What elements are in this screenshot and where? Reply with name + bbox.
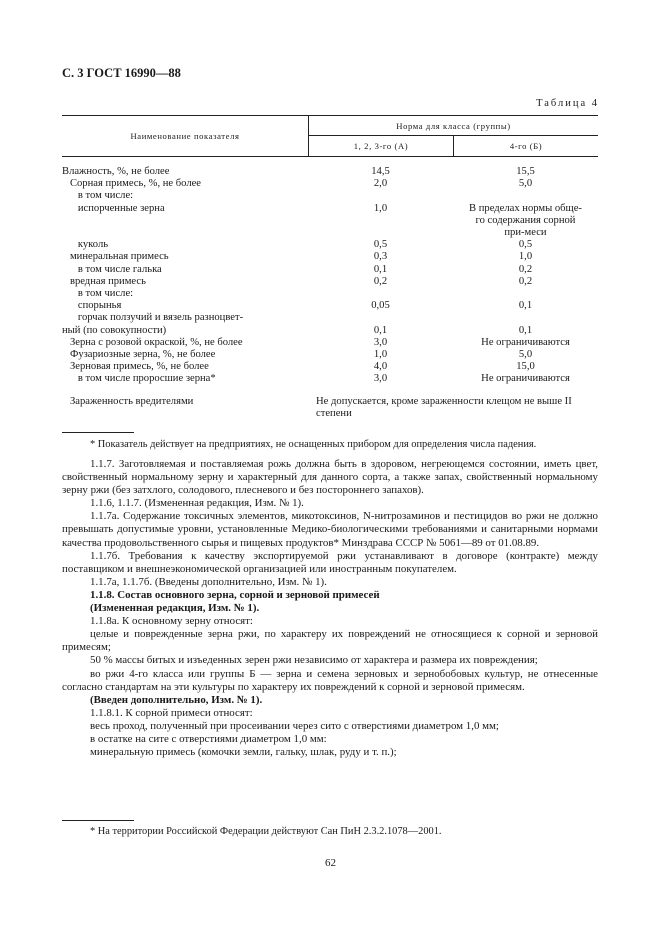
paragraph: 1.1.8.1. К сорной примеси относят: [90, 706, 253, 719]
footnote-table: * Показатель действует на предприятиях, не оснащенных прибором для определения числа падения. [90, 439, 537, 450]
paragraph: минеральную примесь (комочки земли, гальку, шлак, руду и т. п.); [90, 746, 397, 759]
table-caption: Таблица 4 [536, 98, 599, 109]
row-value-b: 15,5 [516, 166, 535, 177]
table-row [62, 276, 598, 288]
row-value-a: 2,0 [373, 178, 388, 190]
column-header-name: Наименование показателя [130, 131, 240, 141]
paragraph: 1.1.7а, 1.1.7б. (Введены дополнительно, Изм. № 1). [90, 575, 327, 588]
row-value-b: 0,1 [518, 324, 533, 336]
row-value-a: 0,05 [371, 300, 390, 312]
row-value-merged: Не допускается, кроме зараженности клещом не выше II степени [316, 395, 572, 419]
row-value-b: Не ограничиваются [481, 336, 570, 348]
row-value-b: 5,0 [518, 178, 533, 190]
row-value-b: В пределах нормы обще-го содержания сорной при-меси [469, 202, 582, 239]
table-row [62, 239, 598, 251]
row-value-b: 0,2 [518, 275, 533, 287]
table-row [62, 325, 598, 337]
table-header [62, 115, 598, 157]
row-value-a: 0,1 [373, 324, 388, 336]
row-name: ный (по совокупности) [62, 324, 167, 336]
row-name: Зерна с розовой окраской, %, не более [62, 336, 243, 348]
table-row [62, 264, 598, 276]
table-row [62, 312, 598, 324]
table-row [62, 203, 598, 240]
row-value-b: 0,2 [518, 263, 533, 275]
table-row [62, 373, 598, 385]
table-row [62, 190, 598, 202]
row-name: горчак ползучий и вязель разноцвет- [62, 312, 244, 324]
paragraph: 1.1.7а. Содержание токсичных элементов, микотоксинов, N-нитрозаминов и пестицидов во ржи не должно превышать допустимые уровни, установленные Медико-биологическими требованиями и санитарными нормами качества продовольственного сырья и пищевых продуктов* Минздрава СССР № 5061—89 от 01.08.89. [62, 510, 598, 549]
row-value-a [308, 190, 453, 202]
paragraph: 50 % массы битых и изъеденных зерен ржи независимо от характера и размера их повреждения; [90, 654, 538, 667]
row-value-a: 3,0 [373, 336, 388, 348]
table-row [62, 288, 598, 300]
row-value-a: 3,0 [373, 373, 388, 385]
row-name: испорченные зерна [62, 202, 165, 214]
table-row [62, 361, 598, 373]
paragraph: 1.1.6, 1.1.7. (Измененная редакция, Изм. № 1). [90, 497, 304, 510]
paragraph: во ржи 4-го класса или группы Б — зерна и семена зерновых и зернобобовых культур, не отнесенные согласно стандартам на эти культуры по характеру их повреждений к сорной и зерновой примесям. [62, 667, 598, 693]
table-row [62, 349, 598, 361]
row-value-a: 14,5 [371, 166, 390, 177]
paragraph: (Измененная редакция, Изм. № 1). [90, 602, 260, 615]
table-row [62, 337, 598, 349]
row-value-a: 0,5 [373, 239, 388, 251]
row-name: в том числе галька [62, 263, 162, 275]
table-row-infestation [62, 396, 598, 420]
row-value-b [453, 190, 598, 202]
row-name: в том числе: [62, 288, 134, 300]
footnote-divider [62, 432, 134, 433]
row-name: минеральная примесь [62, 251, 169, 263]
table-row [62, 166, 598, 178]
row-name: Влажность, %, не более [62, 166, 170, 177]
row-value-a: 0,3 [373, 251, 388, 263]
table-row [62, 178, 598, 190]
paragraph: 1.1.8. Состав основного зерна, сорной и зерновой примесей [90, 588, 380, 601]
row-name: в том числе проросшие зерна* [62, 373, 216, 385]
row-name: в том числе: [62, 190, 134, 202]
row-value-b: 0,1 [518, 300, 533, 312]
table-row [62, 300, 598, 312]
row-value-a: 1,0 [373, 349, 388, 361]
row-value-a: 1,0 [373, 202, 388, 214]
row-value-a: 0,2 [373, 275, 388, 287]
row-value-a [308, 312, 453, 324]
row-value-a [308, 288, 453, 300]
row-value-a: 4,0 [373, 361, 388, 373]
page-number: 62 [325, 857, 336, 869]
paragraph: в остатке на сите с отверстиями диаметром 1,0 мм: [90, 732, 327, 745]
paragraph: весь проход, полученный при просеивании через сито с отверстиями диаметром 1,0 мм; [90, 719, 499, 732]
row-value-b: Не ограничиваются [481, 373, 570, 385]
row-value-b [453, 312, 598, 324]
row-name: спорынья [62, 300, 122, 312]
row-name: Зараженность вредителями [62, 395, 194, 407]
paragraph: (Введен дополнительно, Изм. № 1). [90, 693, 263, 706]
table-body [62, 166, 598, 420]
row-value-b: 1,0 [518, 251, 533, 263]
paragraph: 1.1.7. Заготовляемая и поставляемая рожь должна быть в здоровом, негреющемся состоянии, иметь цвет, свойственный нормальному зерну и характерный для данного сорта, а также запах, свойственный нормальному зерну ржи (без затхлого, солодового, плесневого и без постороннего запахов). [62, 458, 598, 497]
row-spacer [62, 386, 598, 396]
row-value-b: 5,0 [518, 349, 533, 361]
column-header-class-a: 1, 2, 3-го (А) [308, 136, 453, 156]
paragraph: целые и поврежденные зерна ржи, по характеру их повреждений не относящиеся к сорной и зерновой примесям; [62, 628, 598, 654]
paragraph: 1.1.7б. Требования к качеству экспортируемой ржи устанавливают в договоре (контракте) между поставщиком и внешнеэкономической организацией или иностранным покупателем. [62, 549, 598, 575]
row-value-b [453, 288, 598, 300]
row-name: Зерновая примесь, %, не более [62, 361, 209, 373]
body-text [62, 458, 598, 759]
column-header-class-b: 4-го (Б) [453, 136, 598, 156]
row-name: Сорная примесь, %, не более [62, 178, 202, 190]
row-name: Фузариозные зерна, %, не более [62, 349, 216, 361]
row-value-b: 0,5 [518, 239, 533, 251]
paragraph: 1.1.8а. К основному зерну относят: [90, 615, 253, 628]
page-header: С. 3 ГОСТ 16990—88 [62, 66, 181, 80]
footnote-divider-2 [62, 820, 134, 821]
footnote-sanpin: * На территории Российской Федерации действуют Сан ПиН 2.3.2.1078—2001. [90, 826, 442, 837]
row-name: куколь [62, 239, 109, 251]
table-row [62, 251, 598, 263]
column-header-norm: Норма для класса (группы) [308, 116, 598, 136]
row-name: вредная примесь [62, 275, 146, 287]
row-value-a: 0,1 [373, 263, 388, 275]
row-value-b: 15,0 [516, 361, 535, 373]
